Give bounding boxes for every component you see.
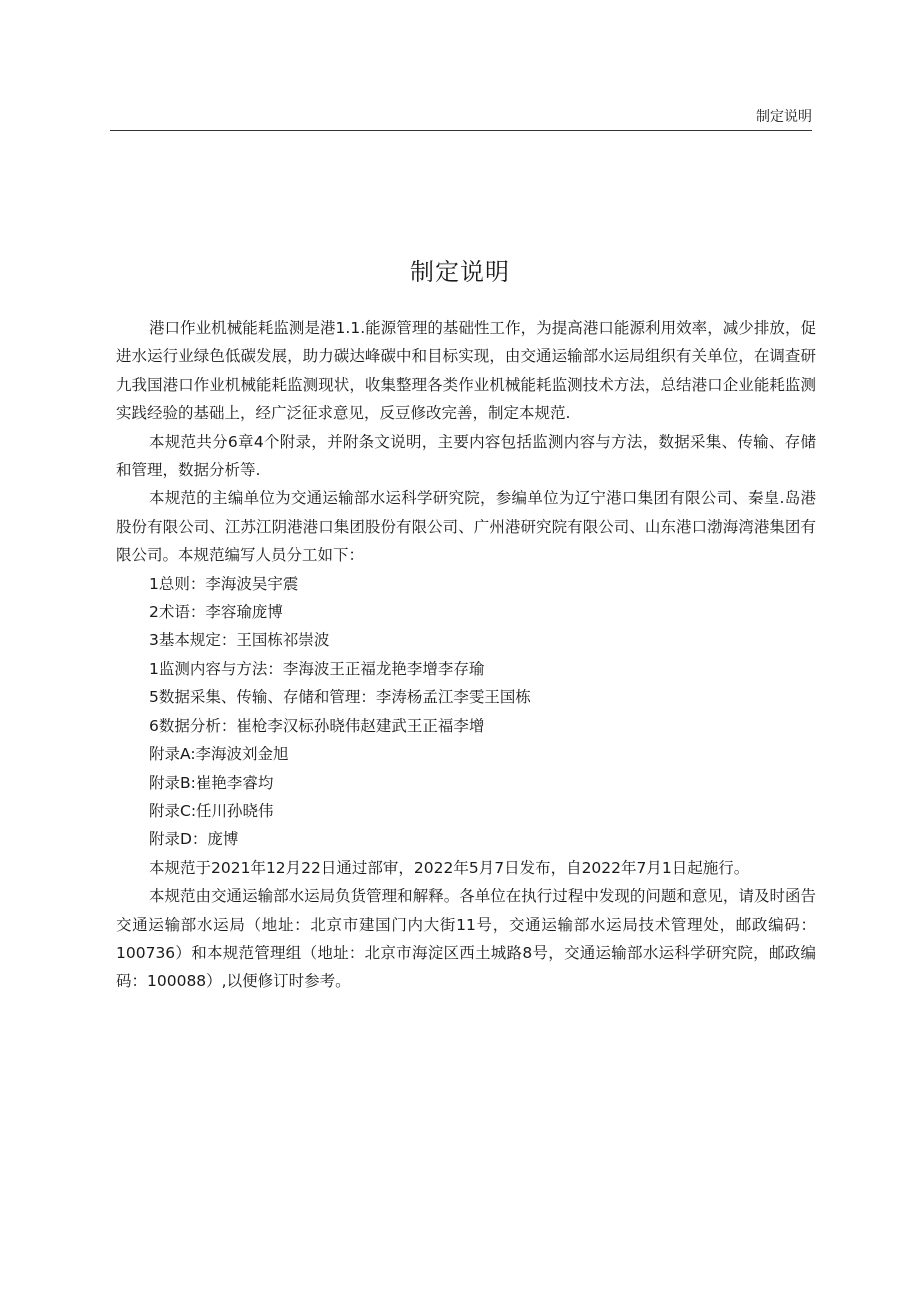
assignment-item: 附录B:崔艳李睿均 [149,773,274,792]
running-header-title: 制定说明 [756,109,812,125]
assignment-item: 2术语：李容瑜庞博 [149,603,283,622]
assignment-item: 6数据分析：崔枪李汉标孙晓伟赵建武王正福李增 [149,716,485,735]
paragraph-intro: 港口作业机械能耗监测是港1.1.能源管理的基础性工作，为提高港口能源利用效率，减少排放，促进水运行业绿色低碳发展，助力碳达峰碳中和目标实现，由交通运输部水运局组织有关单位，在调查研九我国港口作业机械能耗监测现状，收集整理各类作业机械能耗监测技术方法，总结港口企业能耗监测实践经验的基础上，经广泛征求意见，反豆修改完善，制定本规范. [116,319,816,423]
assignment-item: 3基本规定：王国栋祁崇波 [149,631,330,650]
assignment-item: 附录C:任川孙晓伟 [149,801,274,820]
paragraph-units: 本规范的主编单位为交通运输部水运科学研究院，参编单位为辽宁港口集团有限公司、秦皇.岛港股份有限公司、江苏江阴港港口集团股份有限公司、广州港研究院有限公司、山东港口渤海湾港集团有限公司。本规范编写人员分工如下： [116,489,816,565]
paragraph-feedback: 本规范由交通运输部水运局负货管理和解释。各单位在执行过程中发现的问题和意见，请及时函告交通运输部水运局（地址：北京市建国门内大街11号，交通运输部水运局技术管理处，邮政编码：100736）和本规范管理组（地址：北京市海淀区西土城路8号，交通运输部水运科学研究院，邮政编码：100088）,以便修订时参考。 [116,887,816,991]
document-body [116,314,816,996]
assignment-item: 附录D：庞博 [149,830,239,849]
assignment-item: 附录A:李海波刘金旭 [149,745,289,764]
running-header [110,106,812,131]
assignment-item: 1监测内容与方法：李海波王正福龙艳李增李存瑜 [149,659,485,678]
assignment-item: 5数据采集、传输、存储和管理：李涛杨孟江李雯王国栋 [149,688,531,707]
paragraph-effective-date: 本规范于2021年12月22日通过部审，2022年5月7日发布，自2022年7月1日起施行。 [149,858,750,877]
page-title: 制定说明 [410,258,510,286]
paragraph-structure: 本规范共分6章4个附录，并附条文说明，主要内容包括监测内容与方法，数据采集、传输、存储和管理，数据分析等. [116,432,816,480]
assignment-item: 1总则：李海波吴宇震 [149,574,299,593]
